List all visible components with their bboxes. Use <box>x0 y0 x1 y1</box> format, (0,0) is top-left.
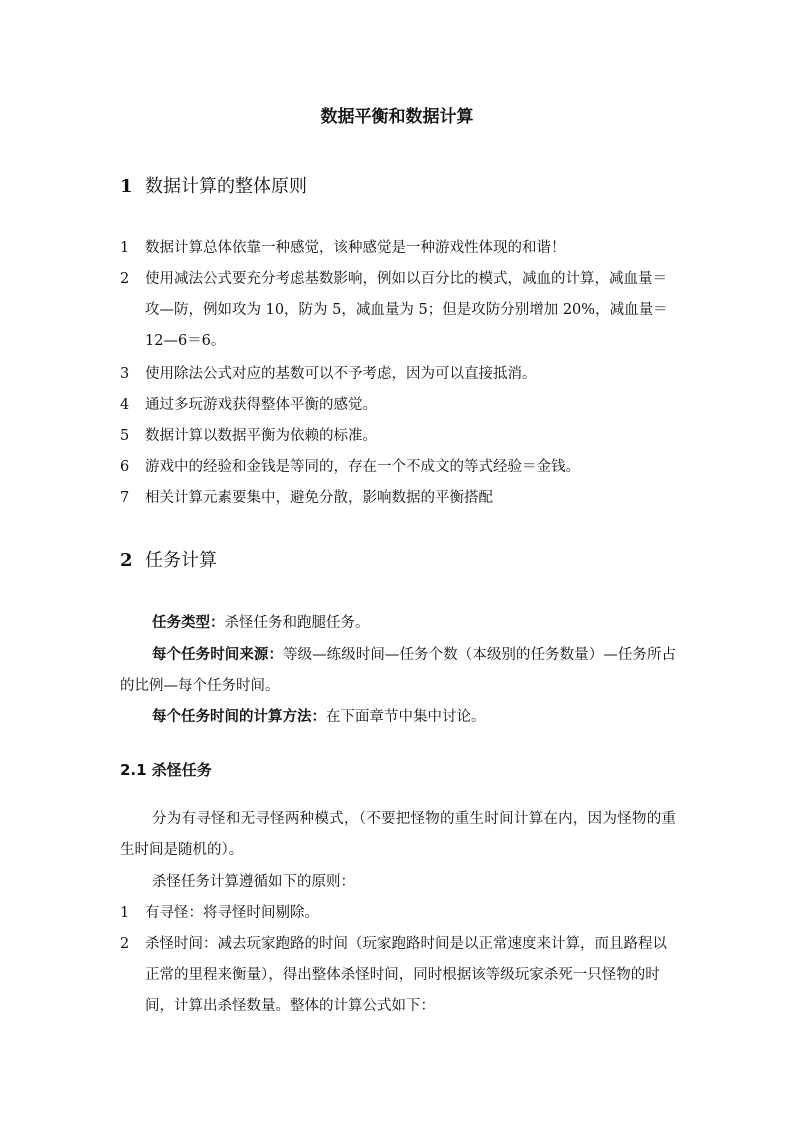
list-item-text: 使用除法公式对应的基数可以不予考虑，因为可以直接抵消。 <box>145 366 537 382</box>
list-item-number: 6 <box>120 459 130 475</box>
list-item <box>120 233 676 264</box>
paragraph-intro: 分为有寻怪和无寻怪两种模式，（不要把怪物的重生时间计算在内，因为怪物的重生时间是随机的）。 <box>120 811 676 858</box>
list-item <box>120 483 676 514</box>
paragraph-label: 任务类型： <box>152 615 225 631</box>
list-item-number: 7 <box>120 490 130 506</box>
list-item-number: 4 <box>120 397 130 413</box>
page-title: 数据平衡和数据计算 <box>320 107 474 127</box>
paragraph-time-method <box>120 702 676 733</box>
list-item-text: 游戏中的经验和金钱是等同的，存在一个不成文的等式经验＝金钱。 <box>145 459 580 475</box>
paragraph-label: 每个任务时间来源： <box>152 647 284 663</box>
section-2-heading <box>120 548 217 574</box>
section-2-number: 2 <box>120 550 133 571</box>
list-item-text: 数据计算以数据平衡为依赖的标准。 <box>145 428 377 444</box>
list-item-number: 5 <box>120 428 130 444</box>
section-2-title: 任务计算 <box>145 550 217 571</box>
paragraph-text: 等级—练级时间—任务个数（本级别的任务数量）—任务所占的比例—每个任务时间。 <box>120 647 676 694</box>
list-item-text: 数据计算总体依靠一种感觉，该种感觉是一种游戏性体现的和谐！ <box>145 240 566 256</box>
paragraph-text: 杀怪任务和跑腿任务。 <box>224 615 370 631</box>
list-item-number: 3 <box>120 366 130 382</box>
list-item-number: 1 <box>120 240 130 256</box>
list-item-text: 杀怪时间：减去玩家跑路的时间（玩家跑路时间是以正常速度来计算，而且路程以正常的里程来衡量），得出整体杀怪时间，同时根据该等级玩家杀死一只怪物的时间，计算出杀怪数量。整体的计算公式如下： <box>145 936 667 1014</box>
list-item <box>120 898 676 929</box>
list-item-number: 2 <box>120 936 130 952</box>
paragraph-time-source <box>120 640 676 702</box>
list-item <box>120 359 676 390</box>
paragraph-label: 每个任务时间的计算方法： <box>152 709 326 725</box>
paragraph-task-type <box>120 608 676 639</box>
list-item <box>120 929 676 1022</box>
section-1-title: 数据计算的整体原则 <box>145 176 307 197</box>
section-1-heading <box>120 174 307 200</box>
list-item-text: 相关计算元素要集中，避免分散，影响数据的平衡搭配 <box>145 490 493 506</box>
list-item <box>120 421 676 452</box>
list-item <box>120 390 676 421</box>
list-item-number: 2 <box>120 271 130 287</box>
section-1-number: 1 <box>120 176 133 197</box>
list-item-text: 使用减法公式要充分考虑基数影响，例如以百分比的模式，减血的计算，减血量＝攻—防，例如攻为 10，防为 5，减血量为 5；但是攻防分别增加 20%，减血量＝12—6＝6。 <box>145 271 668 349</box>
paragraph-lead: 杀怪任务计算遵循如下的原则： <box>152 874 355 890</box>
list-item-text: 有寻怪：将寻怪时间剔除。 <box>145 905 319 921</box>
list-item <box>120 264 676 357</box>
paragraph-text: 在下面章节中集中讨论。 <box>326 709 486 725</box>
list-item-text: 通过多玩游戏获得整体平衡的感觉。 <box>145 397 377 413</box>
section-2-1-heading: 2.1 杀怪任务 <box>120 761 212 779</box>
list-item-number: 1 <box>120 905 130 921</box>
list-item <box>120 452 676 483</box>
